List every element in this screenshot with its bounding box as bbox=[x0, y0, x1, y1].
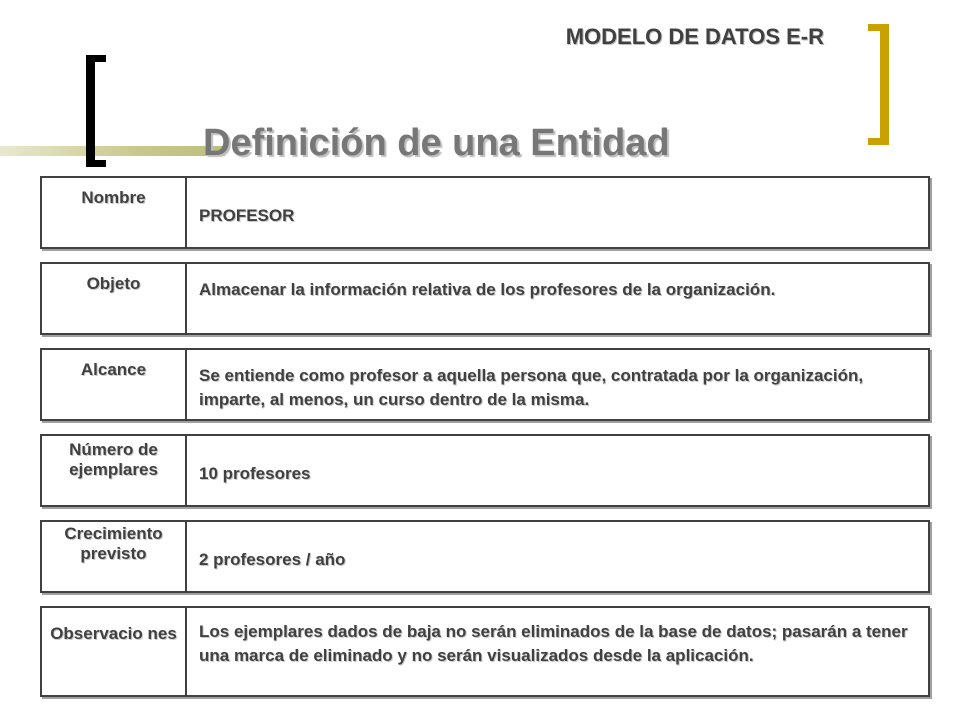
row-value: Se entiende como profesor a aquella persona que, contratada por la organización, imparte, al menos, un curso dentro de la misma. bbox=[199, 366, 864, 409]
row-label: Crecimiento previsto bbox=[42, 522, 187, 591]
row-label: Objeto bbox=[42, 264, 187, 333]
row-value: Los ejemplares dados de baja no serán eliminados de la base de datos; pasarán a tener una marca de eliminado y no serán visualizados desde la aplicación. bbox=[199, 622, 908, 665]
row-value: 10 profesores bbox=[199, 464, 311, 483]
row-value: PROFESOR bbox=[199, 206, 295, 225]
right-bracket-decoration bbox=[880, 24, 889, 145]
right-bracket-bottom bbox=[868, 138, 889, 145]
header-title: MODELO DE DATOS E-R bbox=[565, 24, 824, 49]
row-observaciones bbox=[40, 606, 930, 697]
row-alcance bbox=[40, 348, 930, 421]
row-value: 2 profesores / año bbox=[199, 550, 346, 569]
row-label: Observacio nes bbox=[42, 608, 187, 695]
row-label: Alcance bbox=[42, 350, 187, 419]
left-bracket-top bbox=[86, 55, 106, 62]
left-bracket-bottom bbox=[86, 160, 106, 167]
olive-decorative-line bbox=[0, 146, 225, 156]
row-label: Nombre bbox=[42, 178, 187, 247]
row-nombre bbox=[40, 176, 930, 249]
row-crecimiento-previsto bbox=[40, 520, 930, 593]
row-numero-ejemplares bbox=[40, 434, 930, 507]
row-value: Almacenar la información relativa de los profesores de la organización. bbox=[199, 280, 776, 299]
row-objeto bbox=[40, 262, 930, 335]
row-label: Número de ejemplares bbox=[42, 436, 187, 505]
entity-definition-table bbox=[40, 176, 930, 697]
left-bracket-decoration bbox=[86, 55, 95, 167]
right-bracket-top bbox=[868, 24, 889, 31]
page-title: Definición de una Entidad bbox=[203, 122, 670, 164]
